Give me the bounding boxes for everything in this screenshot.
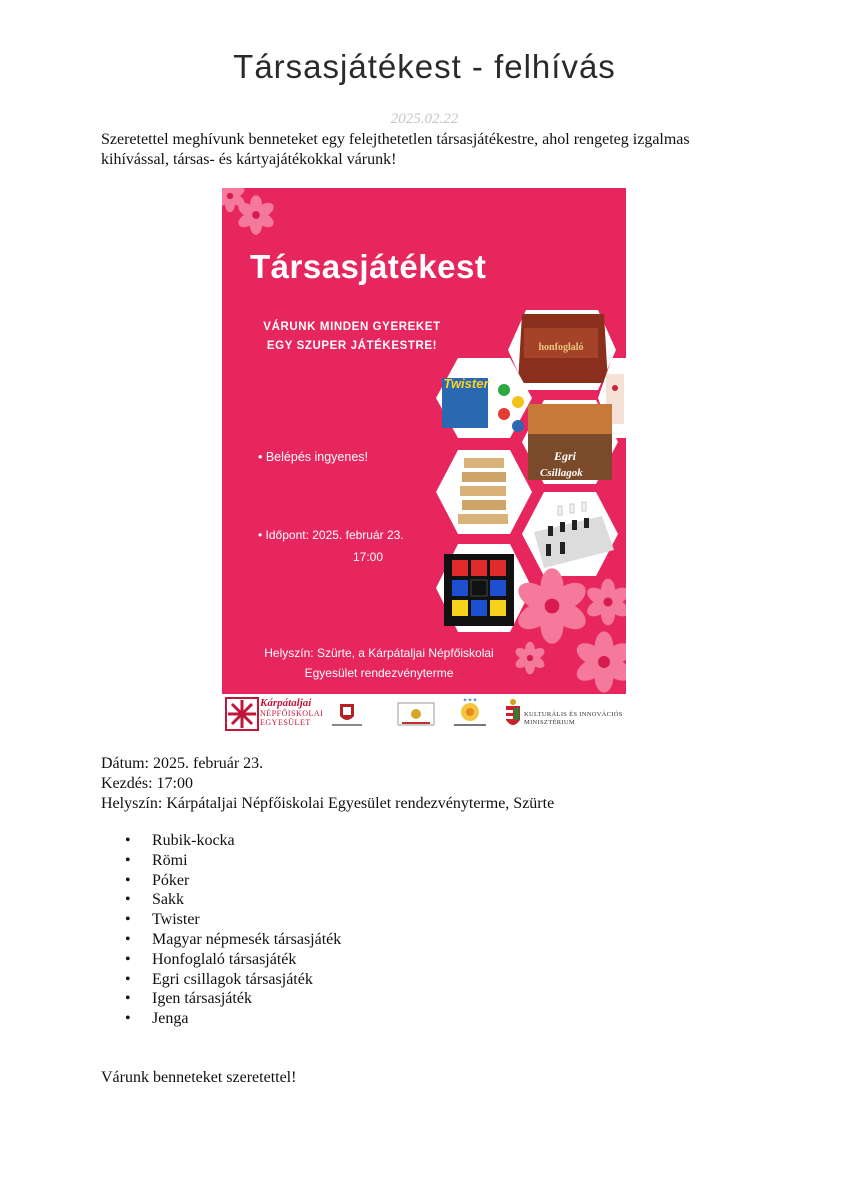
flower-decoration: [573, 631, 626, 692]
poster-invite-line-2: EGY SZUPER JÁTÉKESTRE!: [266, 340, 438, 352]
poster-time: [258, 524, 438, 568]
game-name: Sakk: [152, 891, 184, 909]
list-item: [101, 930, 341, 950]
svg-text:✦✦✦: ✦✦✦: [462, 698, 478, 704]
game-name: Magyar népmesék társasjáték: [152, 930, 342, 948]
tile-egri-label-1: Egri: [554, 449, 577, 463]
bullet-icon: •: [125, 970, 131, 988]
poster-invite-line-1: VÁRUNK MINDEN GYEREKET: [263, 321, 441, 333]
tile-honfoglalo-label: honfoglaló: [538, 342, 584, 353]
sponsor-logo-strip: [222, 694, 626, 733]
list-item: [101, 910, 341, 930]
poster-venue-line-1: Helyszín: Szürte, a Kárpátaljai Népfőiskolai: [264, 646, 494, 660]
post-date: 2025.02.22: [390, 111, 459, 127]
karpataljai-logo-icon: [226, 698, 258, 730]
bullet-icon: •: [125, 891, 131, 909]
ministry-logo-line-1: KULTURÁLIS ÉS INNOVÁCIÓS: [524, 711, 623, 718]
karpataljai-logo-line-1: Kárpátaljai: [260, 697, 312, 709]
karpataljai-logo-line-3: EGYESÜLET: [260, 718, 311, 727]
certificate-icon: [398, 703, 434, 725]
closing-line: Várunk benneteket szeretettel!: [101, 1069, 297, 1086]
tile-jenga: [436, 450, 532, 534]
list-item: [101, 970, 341, 990]
detail-venue: Helyszín: Kárpátaljai Népfőiskolai Egyesület rendezvényterme, Szürte: [101, 795, 555, 812]
event-details: [101, 754, 554, 814]
game-name: Twister: [152, 911, 200, 929]
tile-rubik: [436, 544, 532, 632]
list-item: [101, 890, 341, 910]
bullet-icon: •: [125, 851, 131, 869]
poster-time-line-1: • Időpont: 2025. február 23.: [258, 528, 404, 542]
bullet-icon: •: [125, 990, 131, 1008]
games-list: [101, 831, 341, 1029]
game-name: Rubik-kocka: [152, 832, 235, 849]
list-item: [101, 871, 341, 891]
game-name: Jenga: [152, 1010, 189, 1028]
game-name: Egri csillagok társasjáték: [152, 970, 313, 988]
game-name: Honfoglaló társasjáték: [152, 950, 297, 968]
detail-date: Dátum: 2025. február 23.: [101, 755, 264, 772]
poster-title: Társasjátékest: [250, 248, 487, 285]
bullet-icon: •: [125, 950, 131, 968]
poster-venue-line-2: Egyesület rendezvényterme: [304, 666, 454, 680]
ministry-logo-text: [524, 711, 623, 727]
tile-egri-csillagok: [522, 400, 618, 484]
ministry-logo-line-2: MINISZTÉRIUM: [524, 719, 575, 726]
bullet-icon: •: [125, 832, 131, 849]
list-item: [101, 851, 341, 871]
association-logo-icon: [454, 697, 486, 726]
bullet-icon: •: [125, 871, 131, 889]
tile-chess: [522, 492, 618, 576]
poster-entry-note: • Belépés ingyenes!: [258, 450, 369, 464]
municipal-crest-icon: [332, 704, 362, 726]
list-item: [101, 831, 341, 851]
poster-venue: [234, 643, 524, 683]
list-item: [101, 950, 341, 970]
bullet-icon: •: [125, 930, 131, 948]
game-name: Igen társasjáték: [152, 990, 252, 1008]
game-name: Póker: [152, 871, 190, 889]
detail-start: Kezdés: 17:00: [101, 775, 193, 792]
page-title: Társasjátékest - felhívás: [233, 48, 616, 85]
hungarian-coat-of-arms-icon: [506, 699, 520, 725]
list-item: [101, 1009, 341, 1029]
bullet-icon: •: [125, 1010, 131, 1028]
karpataljai-logo-line-2: NÉPFŐISKOLAI: [260, 709, 324, 718]
flower-decoration: [584, 579, 626, 626]
list-item: [101, 989, 341, 1009]
intro-paragraph: Szeretettel meghívunk benneteket egy felejthetetlen társasjátékestre, ahol rengeteg izgalmas kihívással, társas- és kártyajátékokkal várunk!: [101, 131, 690, 168]
tile-twister-label: Twister: [443, 376, 489, 391]
poster-time-line-2: 17:00: [352, 550, 384, 564]
tile-egri-label-2: Csillagok: [540, 467, 583, 479]
tile-honfoglalo: [508, 310, 616, 390]
game-name: Römi: [152, 851, 188, 869]
karpataljai-logo-text: [260, 697, 323, 727]
event-poster: [222, 188, 626, 733]
bullet-icon: •: [125, 911, 131, 929]
poster-invite: [242, 318, 462, 356]
